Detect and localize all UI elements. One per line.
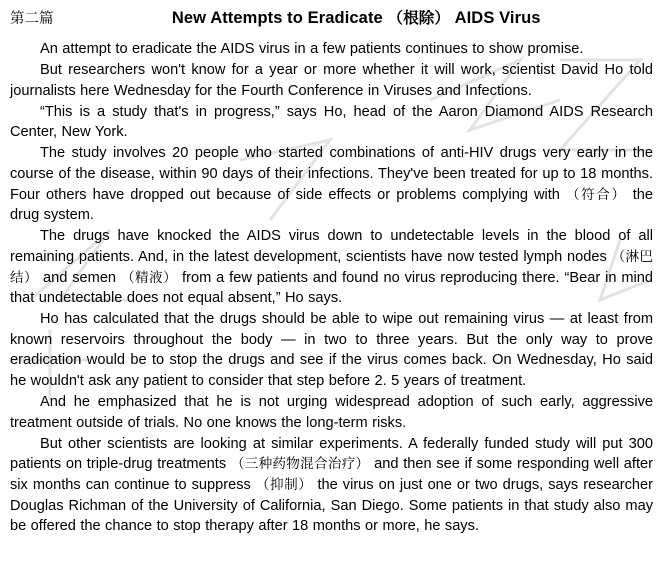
paragraph-text-run: “This is a study that's in progress,” says Ho, head of the Aaron Diamond AIDS Research Center, New York. [10, 103, 653, 141]
paragraph-text-run: the virus on just one or two drugs, says researcher Douglas Richman of the University of California, San Diego. Some patients in that study also may be offered the chance to stop therapy after 18 months or more, he says. [10, 476, 653, 535]
article-paragraph [10, 143, 653, 225]
paragraph-text-run: from a few patients and found no virus reproducing there. “Bear in mind that undetectable does not equal absent,” Ho says. [10, 269, 653, 307]
paragraph-text-run: The drugs have knocked the AIDS virus down to undetectable levels in the blood of all remaining patients. And, in the latest development, scientists have now tested lymph nodes [10, 228, 653, 265]
article-paragraph [10, 60, 653, 101]
inline-gloss-cjk: （符合） [565, 186, 627, 203]
page-title-cjk: （根除） [387, 9, 450, 27]
paragraph-text-run: But researchers won't know for a year or more whether it will work, scientist David Ho told journalists here Wednesday for the Fourth Conference in Viruses and Infections. [10, 62, 653, 99]
paragraph-text-run: But other scientists are looking at similar experiments. A federally funded study will put 300 patients on triple-drug treatments [10, 435, 653, 473]
page-header [10, 6, 653, 28]
paragraph-text-run: An attempt to eradicate the AIDS virus in a few patients continues to show promise. [40, 41, 584, 57]
paragraph-text-run: And he emphasized that he is not urging widespread adoption of such early, aggressive treatment outside of trials. No one knows the long-term risks. [10, 394, 653, 431]
inline-gloss-cjk: （抑制） [255, 476, 313, 493]
inline-gloss-cjk: （三种药物混合治疗） [230, 456, 370, 473]
article-paragraph [10, 102, 653, 143]
article-paragraph [10, 309, 653, 391]
article-paragraph [10, 39, 653, 60]
inline-gloss-cjk: （精液） [120, 269, 178, 286]
article-paragraph [10, 226, 653, 308]
page-title [60, 6, 654, 28]
page-title-suffix: AIDS Virus [449, 9, 541, 27]
paragraph-text-run: Ho has calculated that the drugs should be able to wipe out remaining virus — at least from known reservoirs throughout the body — in two to three years. But the only way to prove eradication would be to stop the drugs and see if the virus comes back. On Wednesday, Ho said he wouldn't ask any patient to consider that step before 2. 5 years of treatment. [10, 311, 653, 389]
paragraph-text-run: the drug system. [10, 186, 653, 224]
chapter-label: 第二篇 [10, 11, 54, 27]
inline-gloss-cjk: （淋巴结） [10, 248, 653, 286]
paragraph-text-run: The study involves 20 people who started combinations of anti-HIV drugs very early in the course of the disease, within 90 days of their infections. They've been treated for up to 18 months. Four others have dropped out because of side effects or problems complying with [10, 145, 653, 203]
page-title-prefix: New Attempts to Eradicate [171, 9, 388, 27]
article-paragraph [10, 434, 653, 537]
article-body [10, 39, 653, 537]
paragraph-text-run: and semen [43, 269, 117, 286]
article-paragraph [10, 392, 653, 433]
paragraph-text-run: and then see if some responding well after six months can continue to suppress [10, 456, 653, 493]
